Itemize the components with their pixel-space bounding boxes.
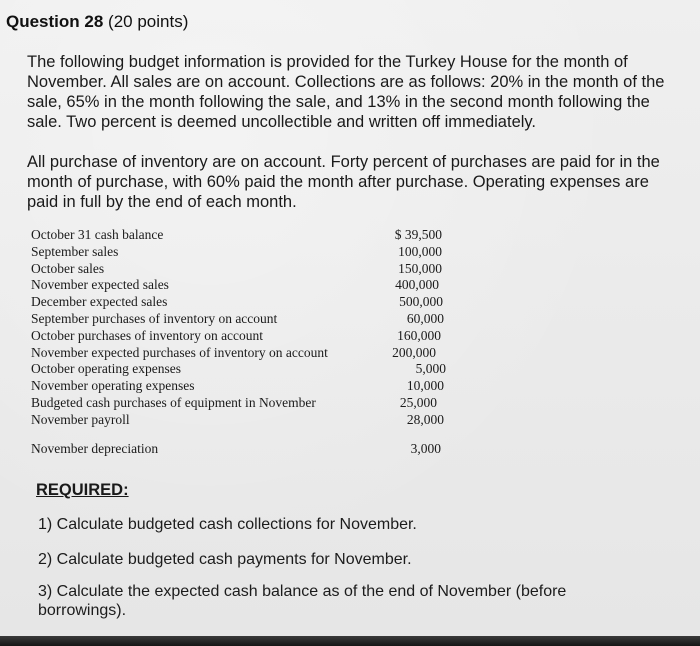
intro-paragraph-purchases: All purchase of inventory are on account. Forty percent of purchases are paid for in the month of purchase, with 60% paid the month after purchase. Operating expenses are paid in full by the end of each month. [27,153,660,211]
budget-row [31,311,451,328]
budget-row [31,227,451,244]
budget-row [31,395,451,412]
budget-row [31,294,451,311]
budget-value: 400,000 [395,277,439,293]
budget-label: October operating expenses [31,361,181,377]
budget-value: 160,000 [397,327,441,343]
budget-value: 60,000 [406,310,444,326]
budget-label: November depreciation [31,440,159,456]
budget-value: 3,000 [410,440,441,456]
budget-value: 150,000 [398,260,442,276]
budget-label: October purchases of inventory on account [31,327,264,343]
question-points: (20 points) [108,12,189,31]
budget-row [31,412,451,429]
budget-label: Budgeted cash purchases of equipment in November [31,394,316,410]
budget-label: October sales [31,260,105,276]
budget-label: December expected sales [31,294,168,310]
budget-value: 25,000 [399,394,437,410]
required-item-collections: 1) Calculate budgeted cash collections for November. [38,516,417,533]
budget-value: $ 39,500 [394,227,442,242]
budget-label: November expected sales [31,277,169,293]
question-number: Question 28 [6,12,104,31]
budget-row [31,345,451,362]
budget-row [31,441,451,458]
budget-row [31,261,451,278]
budget-row [31,378,451,395]
budget-label: September sales [31,243,119,259]
budget-label: November operating expenses [31,378,195,394]
budget-information-table [31,227,451,457]
screen-bottom-edge [0,636,700,646]
required-item-cash-balance: 3) Calculate the expected cash balance as of the end of November (before borrowings). [38,583,567,619]
budget-value: 500,000 [399,294,443,310]
budget-value: 28,000 [406,411,444,427]
budget-label: November expected purchases of inventory on account [31,344,328,360]
budget-label: October 31 cash balance [31,227,164,242]
budget-row [31,328,451,345]
budget-row [31,277,451,294]
required-item-payments: 2) Calculate budgeted cash payments for November. [38,551,412,568]
budget-row [31,244,451,261]
intro-paragraph-collections: The following budget information is provided for the Turkey House for the month of November. All sales are on account. Collections are as follows: 20% in the month of the sale, 65% in the month following the sale, and 13% in the second month following the sale. Two percent is deemed uncollectible and written off immediately. [27,53,665,131]
budget-label: September purchases of inventory on account [31,310,278,326]
required-heading: REQUIRED: [36,481,129,499]
question-title [6,12,188,32]
budget-label: November payroll [31,411,130,427]
budget-value: 5,000 [415,361,446,377]
budget-value: 100,000 [398,243,442,259]
budget-value: 200,000 [392,344,436,360]
budget-row [31,361,451,378]
budget-value: 10,000 [406,378,444,394]
